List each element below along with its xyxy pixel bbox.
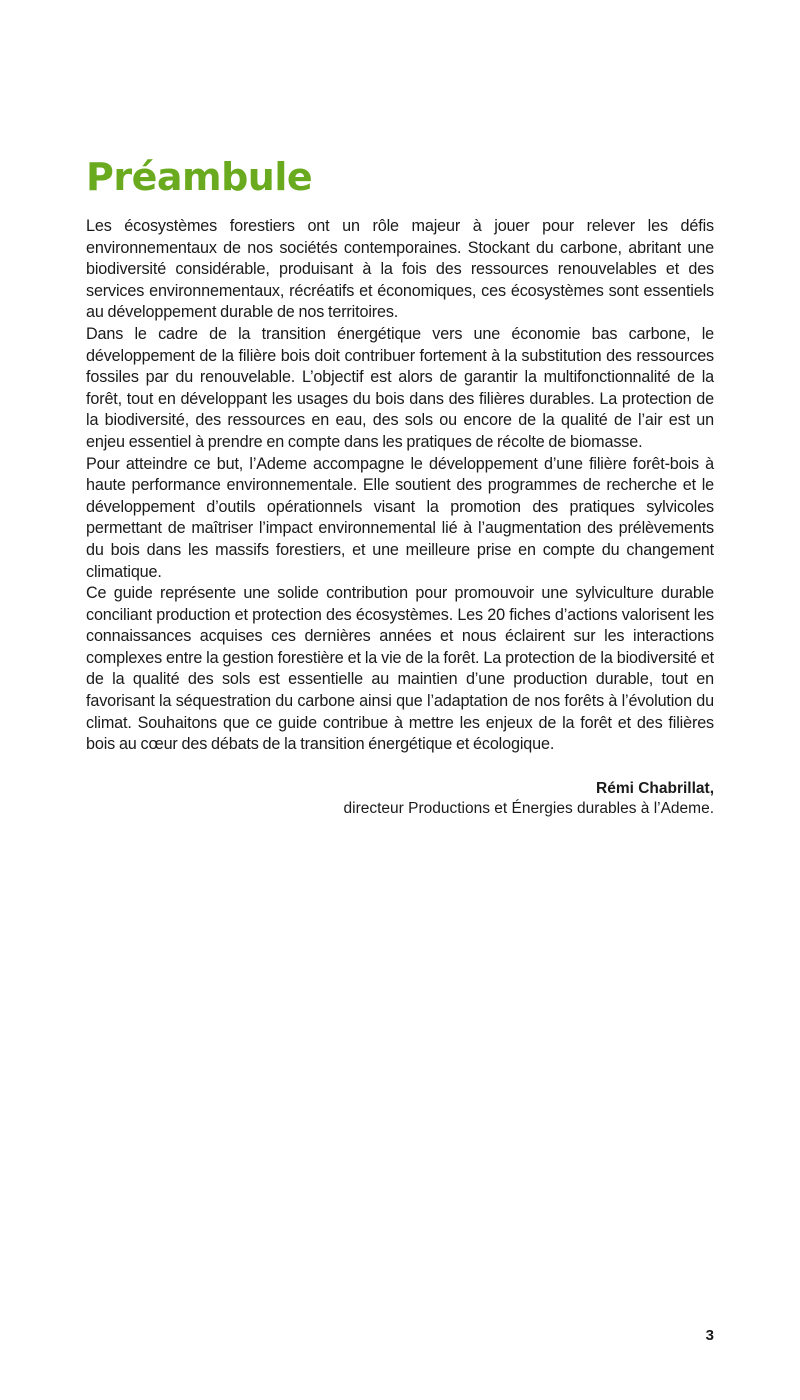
paragraph-3: Pour atteindre ce but, l’Ademe accompagne le développement d’une filière forêt-bois à haute performance environnementale. Elle soutient des programmes de recherche et le développement d’outils opérationnels visant la promotion des pratiques sylvicoles permettant de maîtriser l’impact environnemental lié à l’augmentation des prélèvements du bois dans les massifs forestiers, et une meilleure prise en compte du changement climatique. [86,454,714,581]
signature-block [86,779,714,819]
body-text [86,216,714,756]
paragraph-2: Dans le cadre de la transition énergétique vers une économie bas carbone, le développement de la filière bois doit contribuer fortement à la substitution des ressources fossiles par du renouvelable. L’objectif est alors de garantir la multifonctionnalité de la forêt, tout en développant les usages du bois dans des filières durables. La protection de la biodiversité, des ressources en eau, des sols ou encore de la qualité de l’air est un enjeu essentiel à prendre en compte dans les pratiques de récolte de biomasse. [86,324,714,451]
page-title: Préambule [86,155,313,199]
document-page [86,150,714,819]
paragraph-1: Les écosystèmes forestiers ont un rôle majeur à jouer pour relever les défis environnementaux de nos sociétés contemporaines. Stockant du carbone, abritant une biodiversité considérable, produisant à la fois des ressources renouvelables et des services environnementaux, récréatifs et économiques, ces écosystèmes sont essentiels au développement durable de nos territoires. [86,217,714,322]
signature-name: Rémi Chabrillat, [596,779,714,797]
page-number: 3 [705,1327,714,1344]
signature-role: directeur Productions et Énergies durables à l’Ademe. [343,799,714,817]
paragraph-4: Ce guide représente une solide contribution pour promouvoir une sylviculture durable conciliant production et protection des écosystèmes. Les 20 fiches d’actions valorisent les connaissances acquises ces dernières années et nous éclairent sur les interactions complexes entre la gestion forestière et la vie de la forêt. La protection de la biodiversité et de la qualité des sols est essentielle au maintien d’une production durable, tout en favorisant la séquestration du carbone ainsi que l’adaptation de nos forêts à l’évolution du climat. Souhaitons que ce guide contribue à mettre les enjeux de la forêt et des filières bois au cœur des débats de la transition énergétique et écologique. [86,584,714,754]
